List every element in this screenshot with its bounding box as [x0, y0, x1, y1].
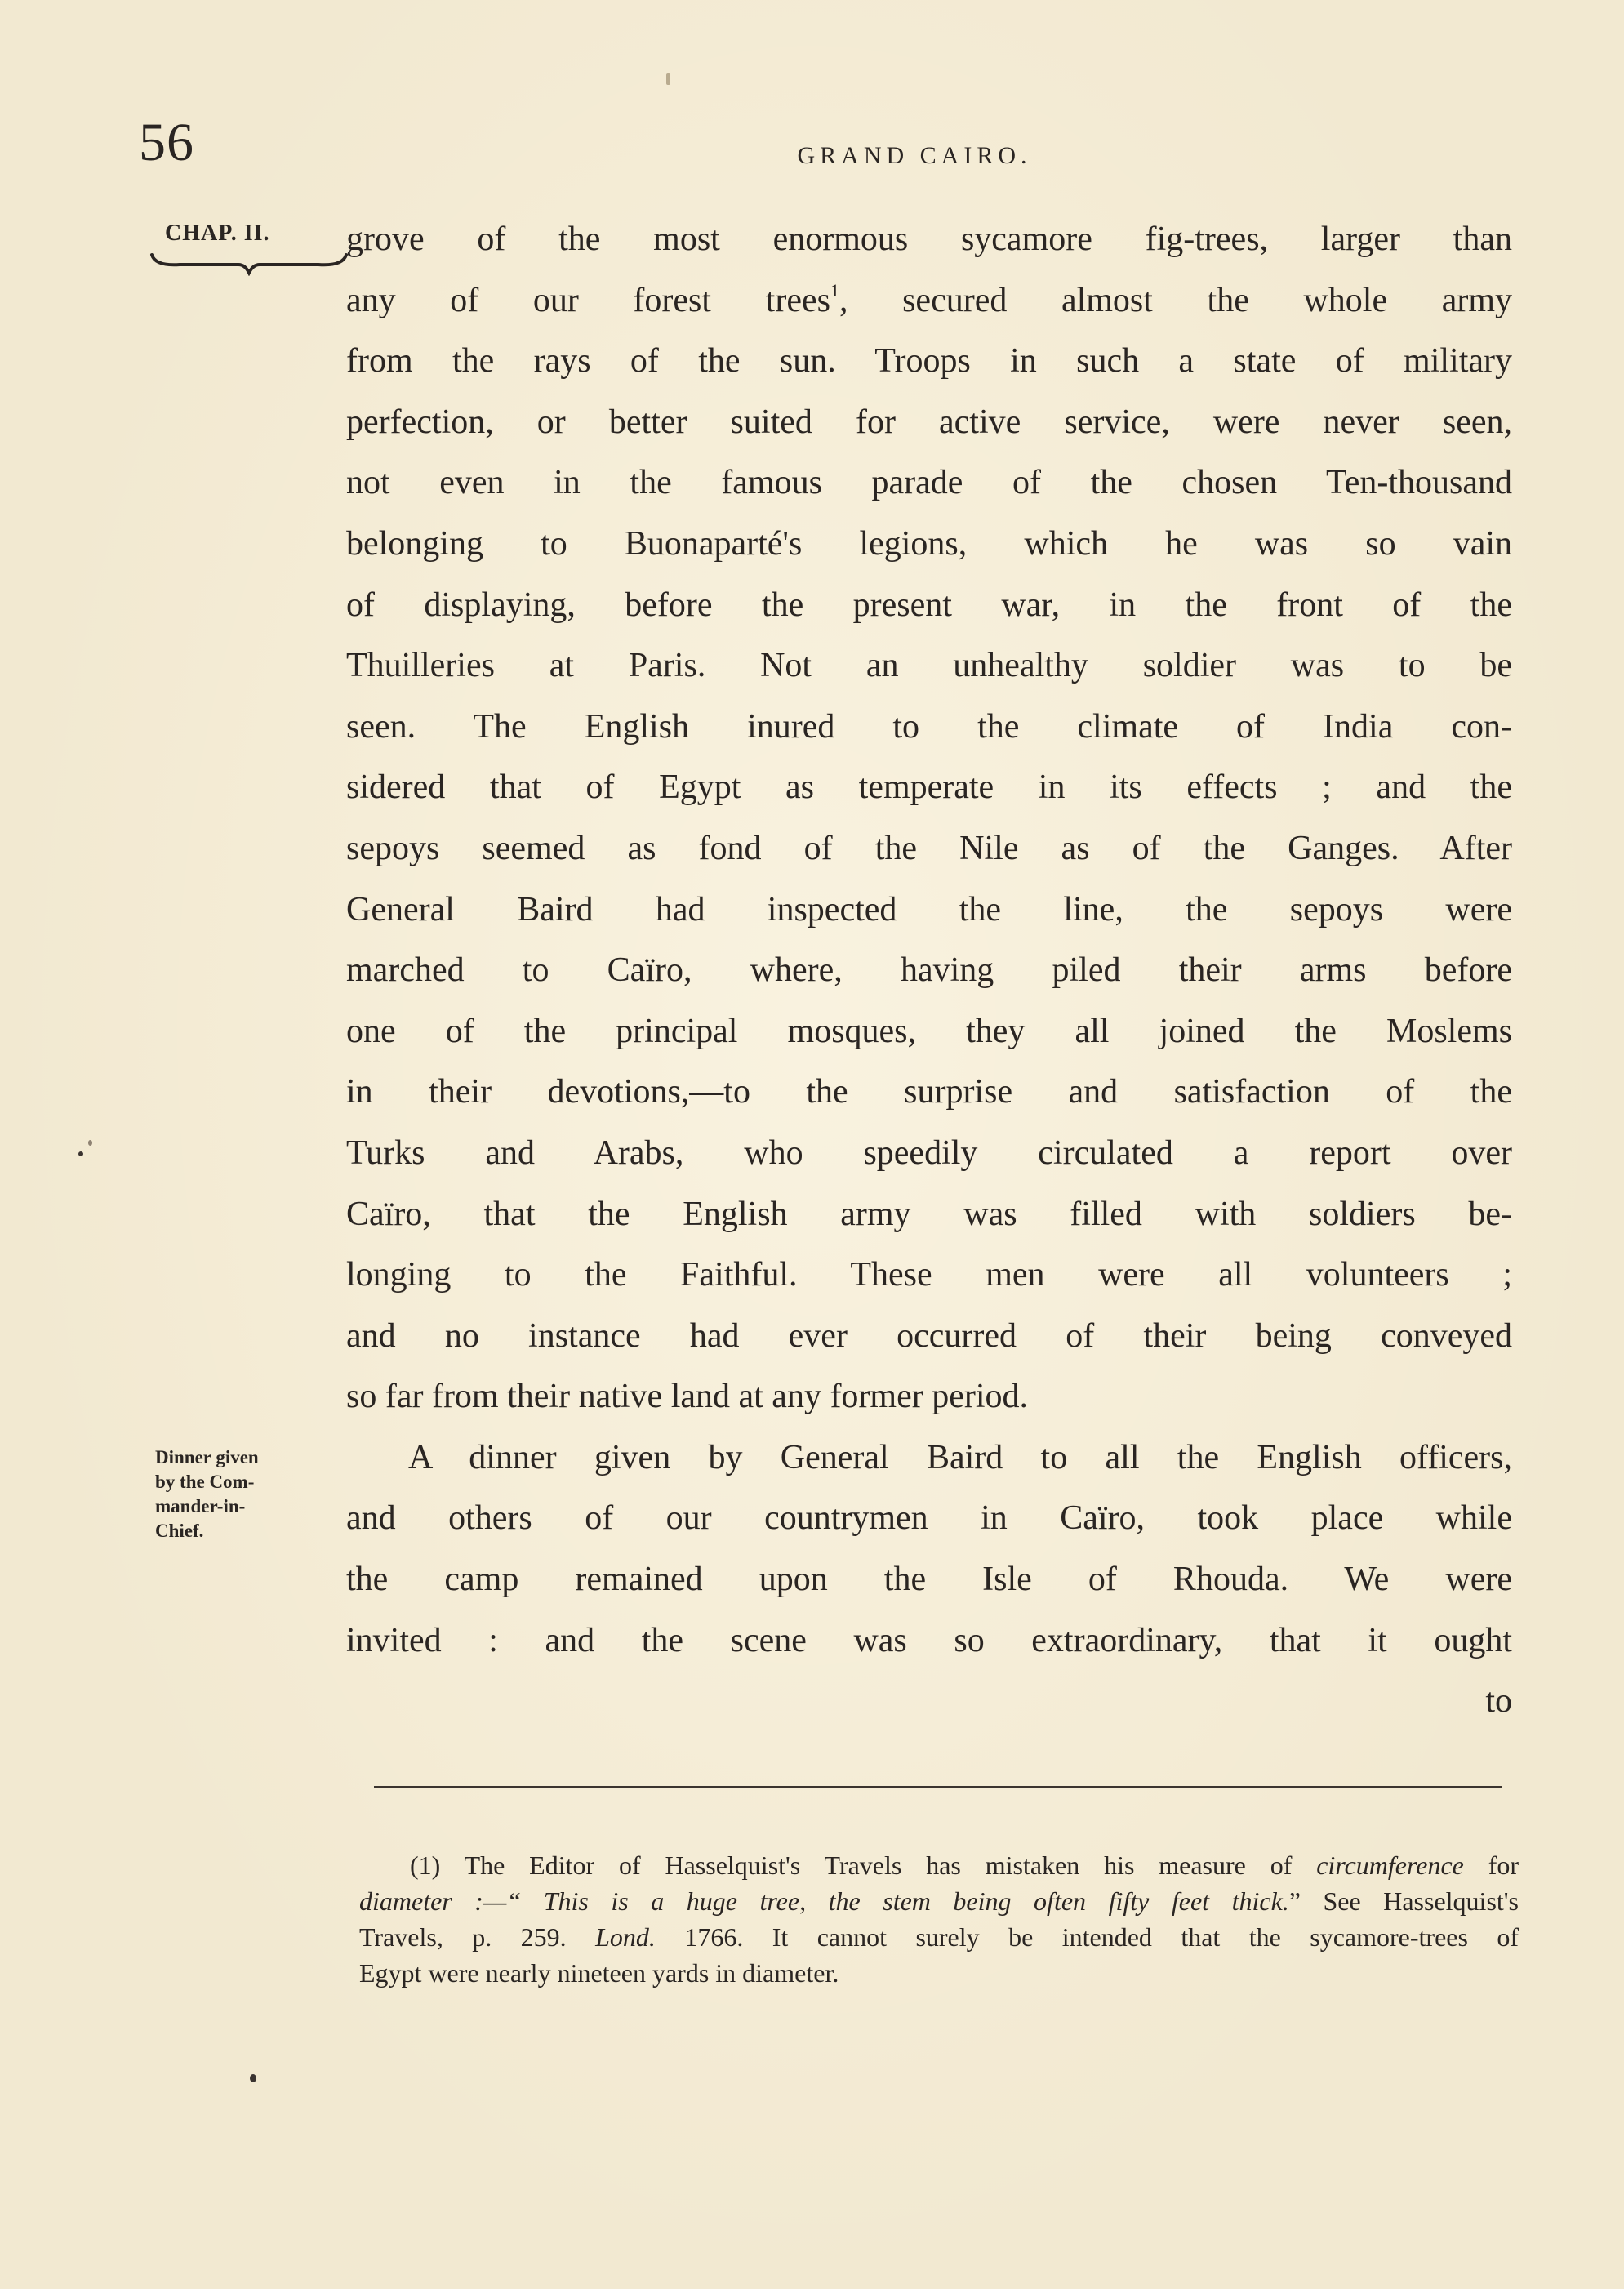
ink-speck — [78, 1151, 83, 1156]
page-number: 56 — [139, 113, 194, 172]
text-line: in their devotions,—to the surprise and satisfaction of the — [346, 1073, 1512, 1111]
text-line: General Baird had inspected the line, the sepoys were — [346, 890, 1512, 929]
text-line: any of our forest trees$^1$, secured almost the whole army — [346, 279, 1512, 319]
text-line: sidered that of Egypt as temperate in its effects ; and the — [346, 768, 1512, 807]
text-line: the camp remained upon the Isle of Rhouda. We were — [346, 1561, 1512, 1599]
text-line: perfection, or better suited for active service, were never seen, — [346, 403, 1512, 441]
text-line: sepoys seemed as fond of the Nile as of the Ganges. After — [346, 829, 1512, 867]
text-line: one of the principal mosques, they all joined the Moslems — [346, 1012, 1512, 1050]
text-line: to — [1485, 1682, 1512, 1721]
margin-note-line: mander-in- — [155, 1496, 246, 1516]
main-text-column — [346, 209, 1512, 1732]
ink-speck — [88, 1140, 92, 1146]
text-line: Thuilleries at Paris. Not an unhealthy soldier was to be — [346, 647, 1512, 685]
margin-note-line: Chief. — [155, 1521, 204, 1541]
text-line: grove of the most enormous sycamore fig-trees, larger than — [346, 220, 1512, 258]
chapter-brace-icon — [147, 248, 351, 276]
text-line: not even in the famous parade of the chosen Ten-thousand — [346, 464, 1512, 502]
footnote-line-4: Egypt were nearly nineteen yards in diameter. — [359, 1958, 839, 1988]
text-line: belonging to Buonaparté's legions, which he was so vain — [346, 524, 1512, 563]
text-line: of displaying, before the present war, in the front of the — [346, 586, 1512, 624]
margin-note — [155, 1445, 335, 1543]
footnote — [359, 1847, 1519, 1991]
text-line: and others of our countrymen in Caïro, took place while — [346, 1499, 1512, 1538]
text-line: longing to the Faithful. These men were all volunteers ; — [346, 1256, 1512, 1294]
margin-note-line: Dinner given — [155, 1447, 259, 1467]
running-head: GRAND CAIRO. — [797, 142, 1032, 169]
footnote-marker: (1) — [410, 1850, 441, 1880]
ink-speck — [250, 2074, 256, 2082]
footnote-line-1: (1) The Editor of Hasselquist's Travels has mistaken his measure of circumference for — [410, 1850, 1519, 1880]
text-line: from the rays of the sun. Troops in such a state of military — [346, 342, 1512, 381]
text-line: so far from their native land at any former period. — [346, 1378, 1029, 1416]
chapter-label: CHAP. II. — [165, 220, 270, 246]
footnote-reference: 1 — [830, 279, 839, 301]
text-line: invited : and the scene was so extraordinary, that it ought — [346, 1621, 1512, 1659]
margin-note-line: by the Com- — [155, 1472, 255, 1492]
text-line: Caïro, that the English army was filled with soldiers be- — [346, 1195, 1512, 1233]
text-line: marched to Caïro, where, having piled their arms before — [346, 951, 1512, 990]
text-line: and no instance had ever occurred of their being conveyed — [346, 1316, 1512, 1355]
footnote-rule — [374, 1786, 1502, 1788]
ink-speck — [666, 73, 670, 85]
footnote-line-3: Travels, p. 259. Lond. 1766. It cannot surely be intended that the sycamore-trees of — [359, 1922, 1519, 1952]
footnote-line-2: diameter :—“ This is a huge tree, the stem being often fifty feet thick.” See Hasselquist's — [359, 1886, 1519, 1916]
text-line: Turks and Arabs, who speedily circulated a report over — [346, 1133, 1512, 1172]
text-line: A dinner given by General Baird to all the English officers, — [408, 1438, 1512, 1476]
text-line: seen. The English inured to the climate of India con- — [346, 707, 1512, 746]
